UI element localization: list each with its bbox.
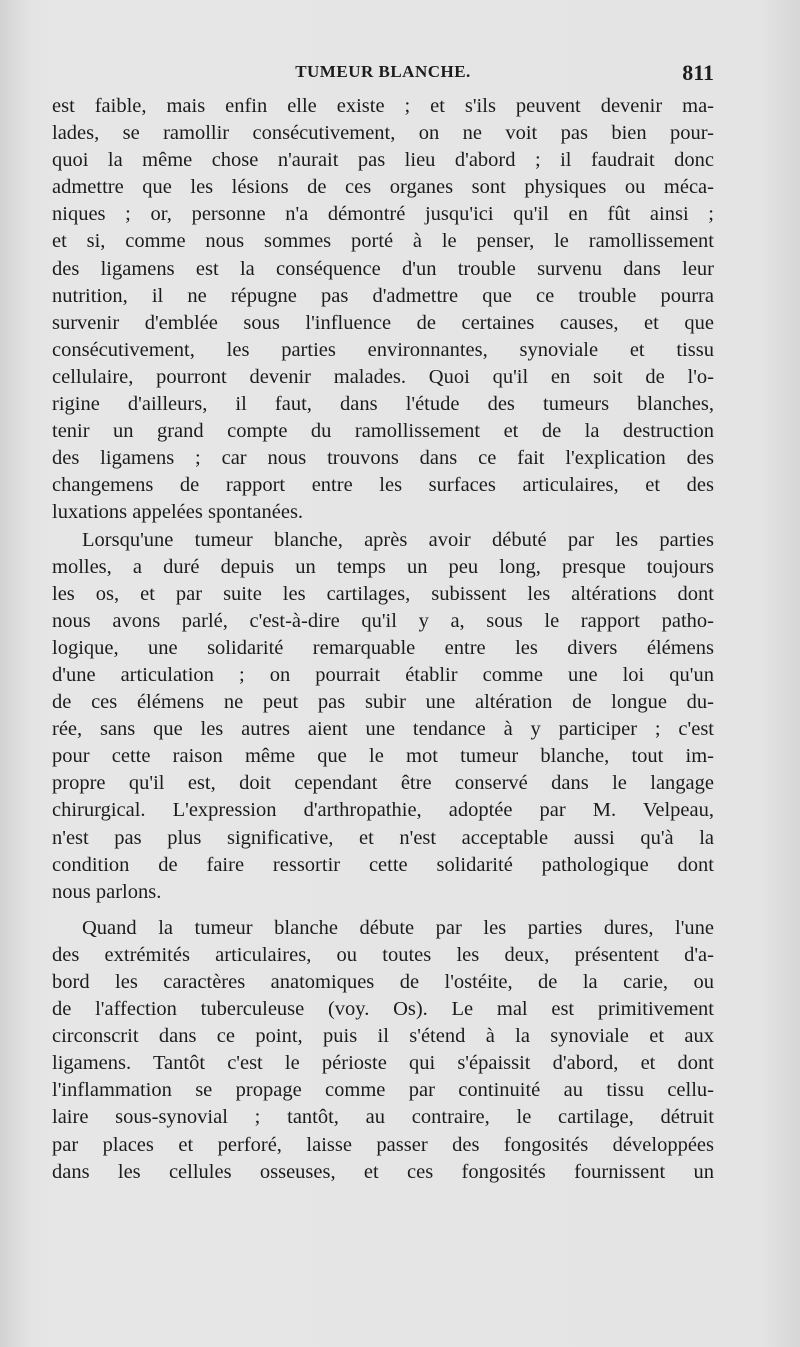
text-line: niques ; or, personne n'a démontré jusqu'ici qu'il en fût ainsi ; bbox=[52, 203, 714, 226]
text-line: quoi la même chose n'aurait pas lieu d'abord ; il faudrait donc bbox=[52, 149, 714, 172]
text-line: admettre que les lésions de ces organes sont physiques ou méca- bbox=[52, 176, 714, 199]
text-line: chirurgical. L'expression d'arthropathie, adoptée par M. Velpeau, bbox=[52, 799, 714, 822]
text-line: bord les caractères anatomiques de l'ostéite, de la carie, ou bbox=[52, 971, 714, 993]
text-line: propre qu'il est, doit cependant être conservé dans le langage bbox=[52, 772, 714, 795]
text-line: Lorsqu'une tumeur blanche, après avoir débuté par les parties bbox=[82, 528, 714, 551]
body-text bbox=[52, 93, 714, 1186]
text-line: nutrition, il ne répugne pas d'admettre que ce trouble pourra bbox=[52, 284, 714, 307]
text-line: survenir d'emblée sous l'influence de certaines causes, et que bbox=[52, 311, 714, 334]
text-line: pour cette raison même que le mot tumeur blanche, tout im- bbox=[52, 745, 714, 768]
text-line: molles, a duré depuis un temps un peu long, presque toujours bbox=[52, 555, 714, 578]
text-line: n'est pas plus significative, et n'est acceptable aussi qu'à la bbox=[52, 826, 714, 849]
text-line: lades, se ramollir consécutivement, on ne voit pas bien pour- bbox=[52, 122, 714, 145]
text-line: luxations appelées spontanées. bbox=[52, 501, 304, 524]
text-line: de l'affection tuberculeuse (voy. Os). Le mal est primitivement bbox=[52, 998, 714, 1021]
text-line: Quand la tumeur blanche débute par les parties dures, l'une bbox=[82, 916, 714, 939]
text-line: logique, une solidarité remarquable entre les divers élémens bbox=[52, 636, 714, 659]
text-line: changemens de rapport entre les surfaces articulaires, et des bbox=[52, 474, 714, 497]
text-line: tenir un grand compte du ramollissement et de la destruction bbox=[52, 420, 714, 443]
text-line: des extrémités articulaires, ou toutes les deux, présentent d'a- bbox=[52, 943, 714, 966]
text-line: de ces élémens ne peut pas subir une altération de longue du- bbox=[52, 691, 714, 714]
text-line: et si, comme nous sommes porté à le penser, le ramollissement bbox=[52, 230, 714, 253]
text-line: rée, sans que les autres aient une tendance à y participer ; c'est bbox=[52, 718, 714, 741]
text-line: est faible, mais enfin elle existe ; et s'ils peuvent devenir ma- bbox=[52, 95, 714, 117]
text-line: l'inflammation se propage comme par continuité au tissu cellu- bbox=[52, 1079, 714, 1102]
text-line: les os, et par suite les cartilages, subissent les altérations dont bbox=[52, 582, 714, 605]
text-line: dans les cellules osseuses, et ces fongosités fournissent un bbox=[52, 1160, 714, 1183]
text-line: consécutivement, les parties environnantes, synoviale et tissu bbox=[52, 338, 714, 361]
page-number: 811 bbox=[682, 60, 714, 85]
text-line: des ligamens ; car nous trouvons dans ce fait l'explication des bbox=[52, 447, 714, 470]
text-line: par places et perforé, laisse passer des fongosités développées bbox=[52, 1133, 714, 1156]
text-line: rigine d'ailleurs, il faut, dans l'étude des tumeurs blanches, bbox=[52, 393, 714, 416]
text-line: nous avons parlé, c'est-à-dire qu'il y a, sous le rapport patho- bbox=[52, 609, 714, 632]
running-title: TUMEUR BLANCHE. bbox=[295, 62, 471, 81]
text-line: cellulaire, pourront devenir malades. Quoi qu'il en soit de l'o- bbox=[52, 365, 714, 388]
paragraph-1 bbox=[52, 93, 714, 527]
text-line: condition de faire ressortir cette solidarité pathologique dont bbox=[52, 853, 714, 876]
text-line: ligamens. Tantôt c'est le périoste qui s'épaissit d'abord, et dont bbox=[52, 1052, 714, 1075]
paragraph-3 bbox=[52, 915, 714, 1186]
text-line: circonscrit dans ce point, puis il s'étend à la synoviale et aux bbox=[52, 1025, 714, 1048]
page-header bbox=[52, 60, 714, 90]
text-line: laire sous-synovial ; tantôt, au contraire, le cartilage, détruit bbox=[52, 1106, 714, 1129]
paragraph-gap bbox=[52, 906, 714, 915]
text-line: des ligamens est la conséquence d'un trouble survenu dans leur bbox=[52, 257, 714, 280]
paragraph-2 bbox=[52, 527, 714, 906]
text-line: nous parlons. bbox=[52, 880, 162, 903]
text-line: d'une articulation ; on pourrait établir comme une loi qu'un bbox=[52, 663, 714, 686]
